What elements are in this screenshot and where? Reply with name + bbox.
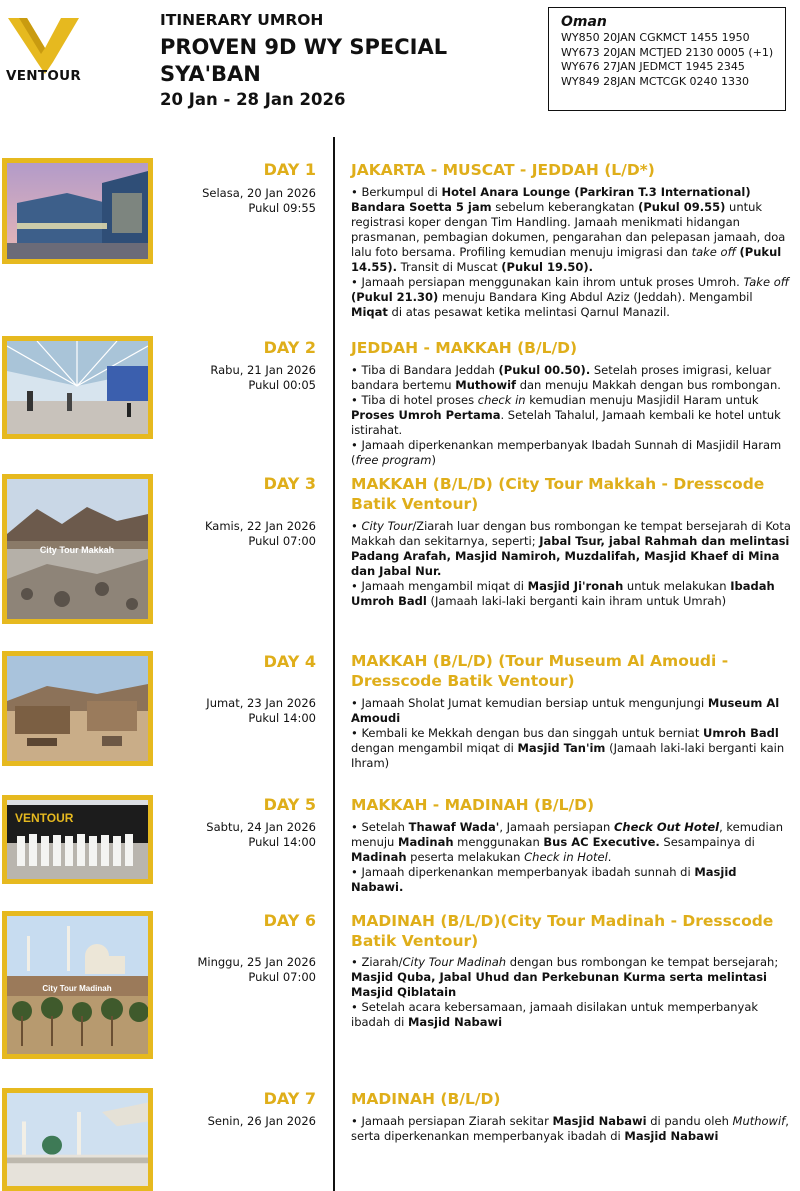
itinerary-title-line2: SYA'BAN	[160, 62, 261, 86]
day-date: Kamis, 22 Jan 2026 Pukul 07:00	[204, 519, 316, 548]
brand-name: VENTOUR	[6, 68, 82, 84]
day-date: Selasa, 20 Jan 2026 Pukul 09:55	[202, 186, 316, 215]
day-label: DAY 7	[263, 1089, 316, 1108]
day-title: JEDDAH - MAKKAH (B/L/D)	[351, 339, 578, 357]
day-description	[351, 519, 791, 609]
day3-photo-city-tour-makkah	[2, 474, 153, 624]
day-title: JAKARTA - MUSCAT - JEDDAH (L/D*)	[351, 161, 655, 179]
day-description	[351, 696, 791, 771]
day1-photo-airport-lounge	[2, 158, 153, 264]
day-date: Sabtu, 24 Jan 2026 Pukul 14:00	[206, 820, 316, 849]
description-paragraph: • City Tour/Ziarah luar dengan bus rombongan ke tempat bersejarah di Kota Makkah dan sekitarnya, seperti; Jabal Tsur, jabal Rahmah dan melintasi Padang Arafah, Masjid Namiroh, Muzdalifah, Masjid Khaef di Mina dan Jabal Nur.	[351, 519, 791, 578]
day-title: MADINAH (B/L/D)	[351, 1090, 501, 1108]
flight-line: WY850 20JAN CGKMCT 1455 1950	[561, 31, 750, 44]
day-label: DAY 6	[263, 911, 316, 930]
photo-caption: VENTOUR	[15, 811, 74, 825]
day-label: DAY 3	[263, 474, 316, 493]
description-paragraph: • Jamaah mengambil miqat di Masjid Ji'ronah untuk melakukan Ibadah Umroh Badl (Jamaah laki-laki berganti kain ihram untuk Umrah)	[351, 579, 775, 608]
description-paragraph: • Setelah Thawaf Wada', Jamaah persiapan Check Out Hotel, kemudian menuju Madinah menggunakan Bus AC Executive. Sesampainya di Madinah peserta melakukan Check in Hotel.	[351, 820, 784, 864]
description-paragraph: • Ziarah/City Tour Madinah dengan bus rombongan ke tempat bersejarah; Masjid Quba, Jabal Uhud dan Perkebunan Kurma serta melintasi Masjid Qiblatain	[351, 955, 779, 999]
day-date: Jumat, 23 Jan 2026 Pukul 14:00	[206, 696, 316, 725]
day-description	[351, 955, 791, 1030]
day-title: MAKKAH (B/L/D) (City Tour Makkah - Dresscode Batik Ventour)	[351, 475, 765, 513]
airline-name: Oman	[561, 14, 607, 30]
flight-info-box	[548, 7, 786, 111]
itinerary-title-line1: PROVEN 9D WY SPECIAL	[160, 35, 448, 59]
day-description	[351, 185, 791, 320]
day-title: MAKKAH - MADINAH (B/L/D)	[351, 796, 595, 814]
description-paragraph: • Jamaah persiapan menggunakan kain ihrom untuk proses Umroh. Take off (Pukul 21.30) menuju Bandara King Abdul Aziz (Jeddah). Mengambil Miqat di atas pesawat ketika melintasi Qarnul Manazil.	[351, 275, 790, 319]
day7-photo-masjid-nabawi	[2, 1088, 153, 1191]
description-paragraph: • Tiba di hotel proses check in kemudian menuju Masjidil Haram untuk Proses Umroh Pertama. Setelah Tahalul, Jamaah kembali ke hotel untuk istirahat.	[351, 393, 781, 437]
day-label: DAY 4	[263, 652, 316, 671]
description-paragraph: • Kembali ke Mekkah dengan bus dan singgah untuk berniat Umroh Badl dengan mengambil miqat di Masjid Tan'im (Jamaah laki-laki berganti kain Ihram)	[351, 726, 785, 770]
day-label: DAY 5	[263, 795, 316, 814]
photo-caption: City Tour Madinah	[42, 984, 112, 993]
description-paragraph: • Berkumpul di Hotel Anara Lounge (Parkiran T.3 International) Bandara Soetta 5 jam sebelum keberangkatan (Pukul 09.55) untuk registrasi koper dengan Tim Handling. Jamaah menikmati hidangan prasmanan, pembagian dokumen, pengarahan dan pelepasan jamaah, doa lalu foto bersama. Profiling kemudian menuju imigrasi dan take off (Pukul 14.55). Transit di Muscat (Pukul 19.50).	[351, 185, 786, 274]
description-paragraph: • Setelah acara kebersamaan, jamaah disilakan untuk memperbanyak ibadah di Masjid Nabawi	[351, 1000, 759, 1029]
description-paragraph: • Jamaah Sholat Jumat kemudian bersiap untuk mengunjungi Museum Al Amoudi	[351, 696, 780, 725]
timeline-divider	[333, 137, 335, 1191]
day-date: Senin, 26 Jan 2026	[207, 1114, 316, 1128]
day-label: DAY 2	[263, 338, 316, 357]
photo-caption: City Tour Makkah	[39, 545, 115, 555]
day4-photo-museum-al-amoudi	[2, 651, 153, 766]
flight-line: WY673 20JAN MCTJED 2130 0005 (+1)	[561, 45, 774, 59]
day-title: MAKKAH (B/L/D) (Tour Museum Al Amoudi - Dresscode Batik Ventour)	[351, 652, 729, 690]
itinerary-subtitle: ITINERARY UMROH	[160, 11, 324, 29]
day6-photo-city-tour-madinah	[2, 911, 153, 1059]
day-label: DAY 1	[263, 160, 316, 179]
day2-photo-jeddah-airport	[2, 336, 153, 439]
day-description	[351, 363, 791, 468]
day-date: Rabu, 21 Jan 2026 Pukul 00:05	[210, 363, 316, 392]
flight-line: WY676 27JAN JEDMCT 1945 2345	[561, 60, 745, 73]
day5-photo-ventour-bus-group	[2, 795, 153, 884]
description-paragraph: • Jamaah diperkenankan memperbanyak ibadah sunnah di Masjid Nabawi.	[351, 865, 737, 894]
description-paragraph: • Jamaah diperkenankan memperbanyak Ibadah Sunnah di Masjidil Haram (free program)	[351, 438, 782, 467]
itinerary-dates: 20 Jan - 28 Jan 2026	[160, 90, 346, 109]
day-description	[351, 820, 791, 895]
description-paragraph: • Jamaah persiapan Ziarah sekitar Masjid Nabawi di pandu oleh Muthowif, serta diperkenankan memperbanyak ibadah di Masjid Nabawi	[351, 1114, 789, 1143]
day-title: MADINAH (B/L/D)(City Tour Madinah - Dresscode Batik Ventour)	[351, 912, 774, 950]
flight-line: WY849 28JAN MCTCGK 0240 1330	[561, 74, 750, 88]
day-description	[351, 1114, 791, 1144]
day-date: Minggu, 25 Jan 2026 Pukul 07:00	[197, 955, 316, 984]
description-paragraph: • Tiba di Bandara Jeddah (Pukul 00.50). Setelah proses imigrasi, keluar bandara bertemu Muthowif dan menuju Makkah dengan bus rombongan.	[351, 363, 781, 392]
